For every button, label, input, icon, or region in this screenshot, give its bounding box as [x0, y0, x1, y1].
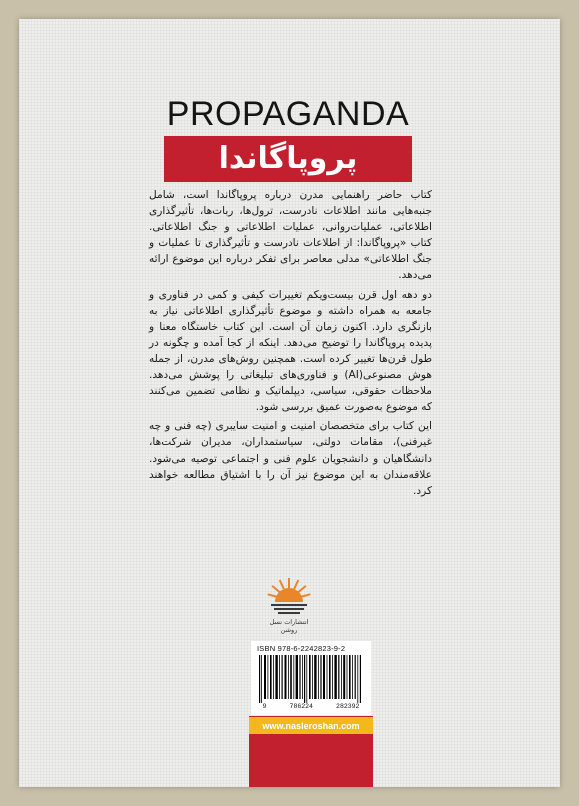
isbn-number: ISBN 978-6-2242823-9-2	[257, 644, 346, 653]
barcode-digits	[251, 703, 371, 710]
publisher-website: www.nasleroshan.com	[262, 720, 360, 731]
title-persian-band	[164, 136, 412, 182]
book-back-cover	[19, 19, 560, 787]
barcode-digit-group: 9	[262, 703, 267, 710]
title-english: PROPAGANDA	[166, 95, 410, 133]
barcode-digit-group: 786224	[289, 703, 313, 710]
blurb-paragraph-2: دو دهه اول قرن بیست‌ویکم تغییرات کیفی و کمی در فناوری و جامعه به همراه داشته و موضوع تأثیرگذاری اطلاعاتی نیاز به بازنگری دارد. اکنون زمان آن است. این کتاب خاستگاه معنا و پدیده پروپاگاندا را توضیح می‌دهد. اینکه از کجا آمده و چگونه در طول قرن‌ها تغییر کرده است. همچنین روش‌های مدرن، از جمله هوش مصنوعی(AI) و فناوری‌های تبلیغاتی را پوشش می‌دهد. ملاحظات حقوقی، سیاسی، دیپلماتیک و نظامی تضمین می‌کنند که موضوع به‌صورت عمیق بررسی شود.	[149, 288, 432, 414]
publisher-logo	[265, 576, 313, 632]
title-persian: پروپاگاندا	[218, 141, 358, 176]
barcode-digit-group: 282392	[336, 703, 360, 710]
website-band	[249, 717, 373, 734]
isbn-barcode-box	[251, 641, 371, 715]
blurb-text	[149, 187, 432, 502]
barcode-icon	[257, 655, 365, 703]
sunrise-logo-icon	[265, 576, 313, 616]
publisher-name: انتشارات نسل روشن	[269, 618, 309, 634]
blurb-paragraph-1: کتاب حاضر راهنمایی مدرن درباره پروپاگاندا است، شامل جنبه‌هایی مانند اطلاعات نادرست، ترول‌ها، ربات‌ها، تأثیرگذاری اطلاعاتی، عملیات‌روانی، عملیات اطلاعاتی و جنگ اطلاعاتی. کتاب «پروپاگاندا: از اطلاعات نادرست و تأثیرگذاری تا عملیات و جنگ اطلاعاتی» مدلی معاصر برای تفکر درباره این موضوع ارائه می‌دهد.	[149, 189, 432, 282]
blurb-paragraph-3: این کتاب برای متخصصان امنیت و امنیت سایبری (چه فنی و چه غیرفنی)، مقامات دولتی، سیاستمداران، مدیران شرکت‌ها، دانشگاهیان و دانشجویان علوم فنی و اجتماعی توصیه می‌شود. علاقه‌مندان به این موضوع نیز آن را با اشتیاق مطالعه خواهند کرد.	[149, 420, 432, 497]
